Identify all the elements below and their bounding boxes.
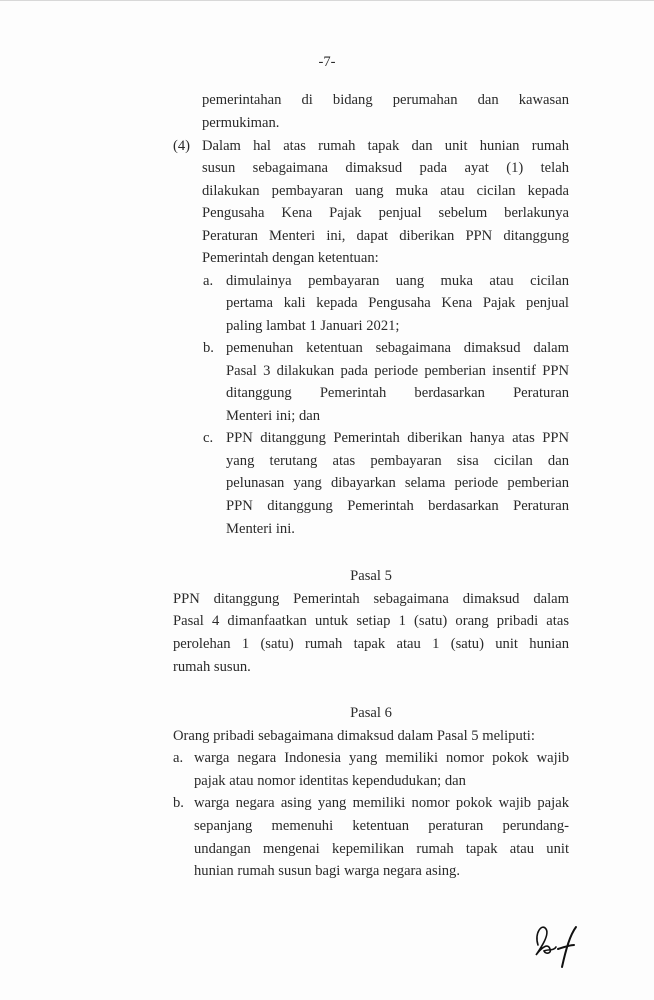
text-line: susun sebagaimana dimaksud pada ayat (1) telah [202,160,569,176]
text-line: Pemerintah dengan ketentuan: [202,250,379,266]
pasal-6-title: Pasal 6 [350,705,392,721]
text-line: dilakukan pembayaran uang muka atau cicilan kepada [202,183,569,199]
item-label: b. [203,340,214,356]
text-line: pajak atau nomor identitas kependudukan; dan [194,773,466,789]
text-line: pelunasan yang dibayarkan selama periode pemberian [226,475,569,491]
text-line: warga negara asing yang memiliki nomor pokok wajib pajak [194,795,569,811]
text-line: PPN ditanggung Pemerintah sebagaimana dimaksud dalam [173,591,569,607]
initials-signature [528,915,588,975]
text-line: pemenuhan ketentuan sebagaimana dimaksud dalam [226,340,569,356]
text-line: Pasal 4 dimanfaatkan untuk setiap 1 (satu) orang pribadi atas [173,613,569,629]
text-line: hunian rumah susun bagi warga negara asing. [194,863,460,879]
text-line: Pasal 3 dilakukan pada periode pemberian insentif PPN [226,363,569,379]
item-label: c. [203,430,214,446]
text-line: pemerintahan di bidang perumahan dan kawasan [202,92,569,108]
text-line: yang terutang atas pembayaran sisa cicilan dan [226,453,569,469]
ayat-number: (4) [173,138,191,154]
text-line: warga negara Indonesia yang memiliki nomor pokok wajib [194,750,569,766]
text-line: paling lambat 1 Januari 2021; [226,318,400,334]
text-line: Menteri ini; dan [226,408,321,424]
text-line: Dalam hal atas rumah tapak dan unit hunian rumah [202,138,569,154]
text-line: Orang pribadi sebagaimana dimaksud dalam Pasal 5 meliputi: [173,728,535,744]
text-line: permukiman. [202,115,280,131]
item-label: b. [173,795,184,811]
text-line: Pengusaha Kena Pajak penjual sebelum berlakunya [202,205,569,221]
text-line: Menteri ini. [226,521,295,537]
text-line: pertama kali kepada Pengusaha Kena Pajak penjual [226,295,569,311]
text-line: sepanjang memenuhi ketentuan peraturan perundang- [194,818,569,834]
text-line: dimulainya pembayaran uang muka atau cicilan [226,273,569,289]
text-line: ditanggung Pemerintah berdasarkan Peraturan [226,385,569,401]
pasal-5-title: Pasal 5 [350,568,392,584]
text-line: perolehan 1 (satu) rumah tapak atau 1 (satu) unit hunian [173,636,569,652]
page-number: -7- [318,54,336,70]
page-edge [0,0,654,1]
text-line: rumah susun. [173,659,251,675]
text-line: Peraturan Menteri ini, dapat diberikan PPN ditanggung [202,228,569,244]
item-label: a. [173,750,184,766]
text-line: PPN ditanggung Pemerintah berdasarkan Peraturan [226,498,569,514]
item-label: a. [203,273,214,289]
text-line: PPN ditanggung Pemerintah diberikan hanya atas PPN [226,430,569,446]
text-line: undangan mengenai kepemilikan rumah tapak atau unit [194,841,569,857]
